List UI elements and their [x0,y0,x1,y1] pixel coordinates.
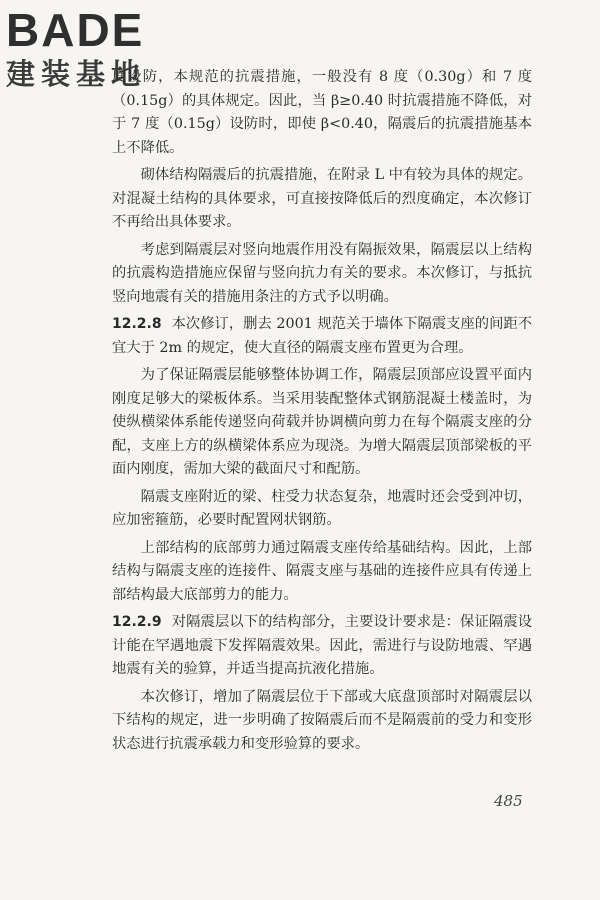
section-number: 12.2.8 [112,316,162,332]
section-12-2-9 [112,611,532,682]
section-number: 12.2.9 [112,614,162,630]
paragraph-text: 隔震支座附近的梁、柱受力状态复杂，地震时还会受到冲切，应加密箍筋，必要时配置网状钢筋。 [112,488,532,528]
page-body [112,66,532,760]
paragraph-text: 上部结构的底部剪力通过隔震支座传给基础结构。因此，上部结构与隔震支座的连接件、隔震支座与基础的连接件应具有传递上部结构最大底部剪力的能力。 [112,539,532,603]
paragraph-text: 本次修订，增加了隔震层位于下部或大底盘顶部时对隔震层以下结构的规定，进一步明确了按隔震后而不是隔震前的受力和变形状态进行抗震承载力和变形验算的要求。 [112,688,532,752]
page-number: 485 [494,792,523,810]
paragraph-text: 考虑到隔震层对竖向地震作用没有隔振效果，隔震层以上结构的抗震构造措施应保留与竖向抗力有关的要求。本次修订，与抵抗竖向地震有关的措施用条注的方式予以明确。 [112,241,532,305]
paragraph-text: 度设防，本规范的抗震措施，一般没有 8 度（0.30g）和 7 度（0.15g）的具体规定。因此，当 β≥0.40 时抗震措施不降低，对于 7 度（0.15g）设防时，即使 β<0.40，隔震后的抗震措施基本上不降低。 [112,69,532,156]
section-12-2-8 [112,313,532,360]
paragraph-2 [112,164,532,235]
paragraph-text: 砌体结构隔震后的抗震措施，在附录 L 中有较为具体的规定。对混凝土结构的具体要求，可直接按降低后的烈度确定，本次修订不再给出具体要求。 [112,167,532,230]
paragraph-text: 本次修订，删去 2001 规范关于墙体下隔震支座的间距不宜大于 2m 的规定，使大直径的隔震支座布置更为合理。 [112,316,532,356]
paragraph-text: 为了保证隔震层能够整体协调工作，隔震层顶部应设置平面内刚度足够大的梁板体系。当采用装配整体式钢筋混凝土楼盖时，为使纵横梁体系能传递竖向荷载并协调横向剪力在每个隔震支座的分配，支座上方的纵横梁体系应为现浇。为增大隔震层顶部梁板的平面内刚度，需加大梁的截面尺寸和配筋。 [112,367,532,477]
paragraph-9 [112,686,532,757]
paragraph-text: 对隔震层以下的结构部分，主要设计要求是：保证隔震设计能在罕遇地震下发挥隔震效果。因此，需进行与设防地震、罕遇地震有关的验算，并适当提高抗液化措施。 [112,614,532,677]
paragraph-5 [112,364,532,482]
paragraph-1 [112,66,532,160]
paragraph-3 [112,239,532,310]
paragraph-6 [112,486,532,533]
paragraph-7 [112,537,532,608]
logo-mark: BADE [6,4,145,56]
logo-subtitle: 建装基地 [6,57,147,91]
